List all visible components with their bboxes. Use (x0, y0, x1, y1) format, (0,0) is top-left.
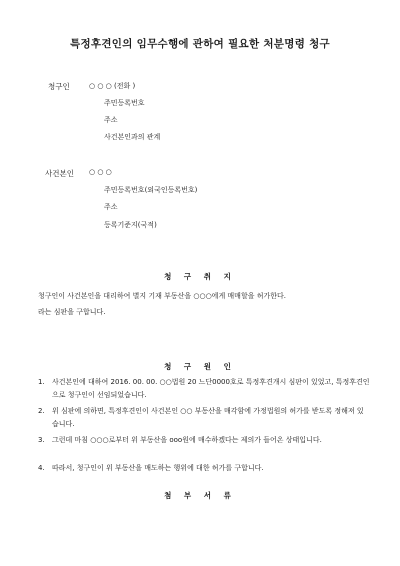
principal-label: 사건본인 (45, 169, 74, 178)
document-title: 특정후견인의 임무수행에 관하여 필요한 처분명령 청구 (70, 38, 330, 50)
reason-item (38, 462, 370, 475)
purpose-line-2: 라는 심판을 구합니다. (38, 308, 106, 316)
reason-text: 그런데 마침 ○○○로부터 위 부동산을 ooo원에 매수하겠다는 제의가 들어온 상태입니다. (52, 436, 322, 444)
claimant-address: 주소 (104, 116, 118, 124)
principal-name-line: ○ ○ ○ (89, 168, 112, 176)
reason-item (38, 434, 370, 447)
reason-number: 2. (38, 407, 45, 415)
reason-text: 사건본인에 대하여 2016. 00. 00. ○○법원 20 느단0000호로 특정후견개시 심판이 있었고, 특정후견인으로 청구인이 선임되었습니다. (52, 378, 370, 399)
principal-resident-number: 주민등록번호(외국인등록번호) (104, 186, 198, 194)
claimant-relationship: 사건본인과의 관계 (104, 133, 161, 141)
reason-number: 3. (38, 436, 45, 444)
reason-item (38, 376, 370, 402)
principal-address: 주소 (104, 203, 118, 211)
reason-number: 4. (38, 464, 45, 472)
reason-text: 위 심판에 의하면, 특정후견인이 사건본인 ○○ 부동산을 매각함에 가정법원의 허가를 받도록 정해져 있습니다. (52, 407, 364, 428)
principal-registration-base: 등록기준지(국적) (104, 221, 157, 229)
reason-number: 1. (38, 378, 45, 386)
claimant-name-line: ○ ○ ○ (전화 ) (89, 82, 136, 90)
claimant-label: 청구인 (48, 82, 70, 91)
purpose-text (38, 290, 368, 319)
attachments-heading: 첨 부 서 류 (164, 491, 236, 500)
purpose-heading: 청 구 취 지 (164, 272, 236, 281)
reasons-heading: 청 구 원 인 (164, 362, 236, 371)
reason-text: 따라서, 청구인이 위 부동산을 매도하는 행위에 대한 허가를 구합니다. (52, 464, 264, 472)
reason-item (38, 405, 370, 431)
claimant-resident-number: 주민등록번호 (104, 99, 145, 107)
purpose-line-1: 청구인이 사건본인을 대리하여 별지 기재 부동산을 ○○○에게 매매할을 허가한다. (38, 292, 286, 300)
